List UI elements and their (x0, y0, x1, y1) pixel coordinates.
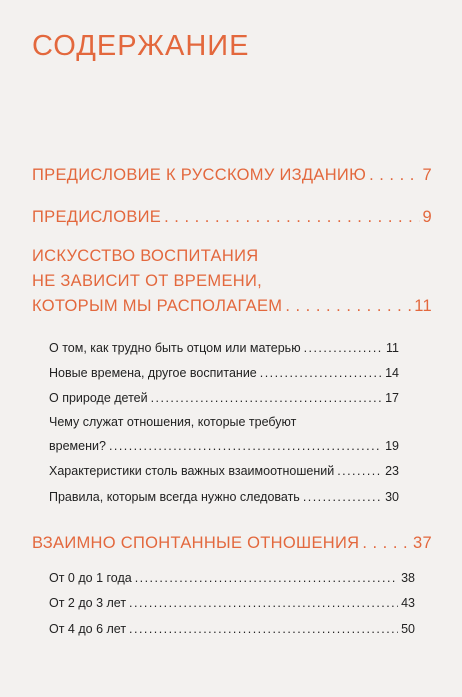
section-title: От 2 до 3 лет (49, 596, 127, 610)
chapter-entry[interactable] (32, 297, 432, 316)
dot-leader (164, 208, 419, 227)
section-entry[interactable] (49, 341, 399, 355)
section-entry[interactable] (49, 366, 399, 380)
dot-leader (151, 391, 382, 405)
section-entry[interactable] (49, 571, 415, 585)
page-number: 30 (385, 490, 399, 504)
page-number: 11 (386, 341, 399, 355)
section-entry[interactable] (49, 439, 399, 453)
section-entry[interactable] (49, 391, 399, 405)
page-title: СОДЕРЖАНИЕ (32, 30, 250, 62)
chapter-entry[interactable] (32, 534, 432, 553)
section-entry[interactable] (49, 490, 399, 504)
dot-leader (129, 622, 398, 636)
section-entry[interactable] (49, 622, 415, 636)
page-number: 11 (414, 297, 432, 315)
page-number: 9 (422, 208, 432, 226)
section-title: Новые времена, другое воспитание (49, 366, 257, 380)
page-number: 14 (385, 366, 399, 380)
dot-leader (304, 341, 383, 355)
section-title: О природе детей (49, 391, 148, 405)
chapter-title-line: КОТОРЫМ МЫ РАСПОЛАГАЕМ (32, 297, 283, 315)
section-entry[interactable] (49, 596, 415, 610)
section-title: О том, как трудно быть отцом или матерью (49, 341, 301, 355)
chapter-title: ПРЕДИСЛОВИЕ (32, 208, 162, 226)
page-number: 43 (401, 596, 415, 610)
page-number: 23 (385, 464, 399, 478)
section-title: От 0 до 1 года (49, 571, 132, 585)
dot-leader (362, 534, 410, 553)
chapter-entry[interactable] (32, 208, 432, 227)
chapter-title-line[interactable]: НЕ ЗАВИСИТ ОТ ВРЕМЕНИ, (32, 272, 263, 290)
chapter-title-line[interactable]: ИСКУССТВО ВОСПИТАНИЯ (32, 247, 259, 265)
page-number: 7 (422, 166, 432, 184)
page-number: 50 (401, 622, 415, 636)
dot-leader (129, 596, 398, 610)
dot-leader (135, 571, 398, 585)
dot-leader (303, 490, 382, 504)
dot-leader (369, 166, 419, 185)
section-entry[interactable] (49, 464, 399, 478)
chapter-title: ВЗАИМНО СПОНТАННЫЕ ОТНОШЕНИЯ (32, 534, 360, 552)
page-number: 19 (385, 439, 399, 453)
section-title: От 4 до 6 лет (49, 622, 127, 636)
page-number: 17 (385, 391, 399, 405)
section-title-line[interactable]: Чему служат отношения, которые требуют (49, 415, 297, 429)
page-number: 38 (401, 571, 415, 585)
section-title: Правила, которым всегда нужно следовать (49, 490, 300, 504)
dot-leader (337, 464, 382, 478)
section-title-line: времени? (49, 439, 106, 453)
dot-leader (285, 297, 411, 316)
page-number: 37 (413, 534, 432, 552)
dot-leader (260, 366, 382, 380)
section-title: Характеристики столь важных взаимоотношений (49, 464, 335, 478)
dot-leader (109, 439, 382, 453)
chapter-title: ПРЕДИСЛОВИЕ К РУССКОМУ ИЗДАНИЮ (32, 166, 367, 184)
chapter-entry[interactable] (32, 166, 432, 185)
